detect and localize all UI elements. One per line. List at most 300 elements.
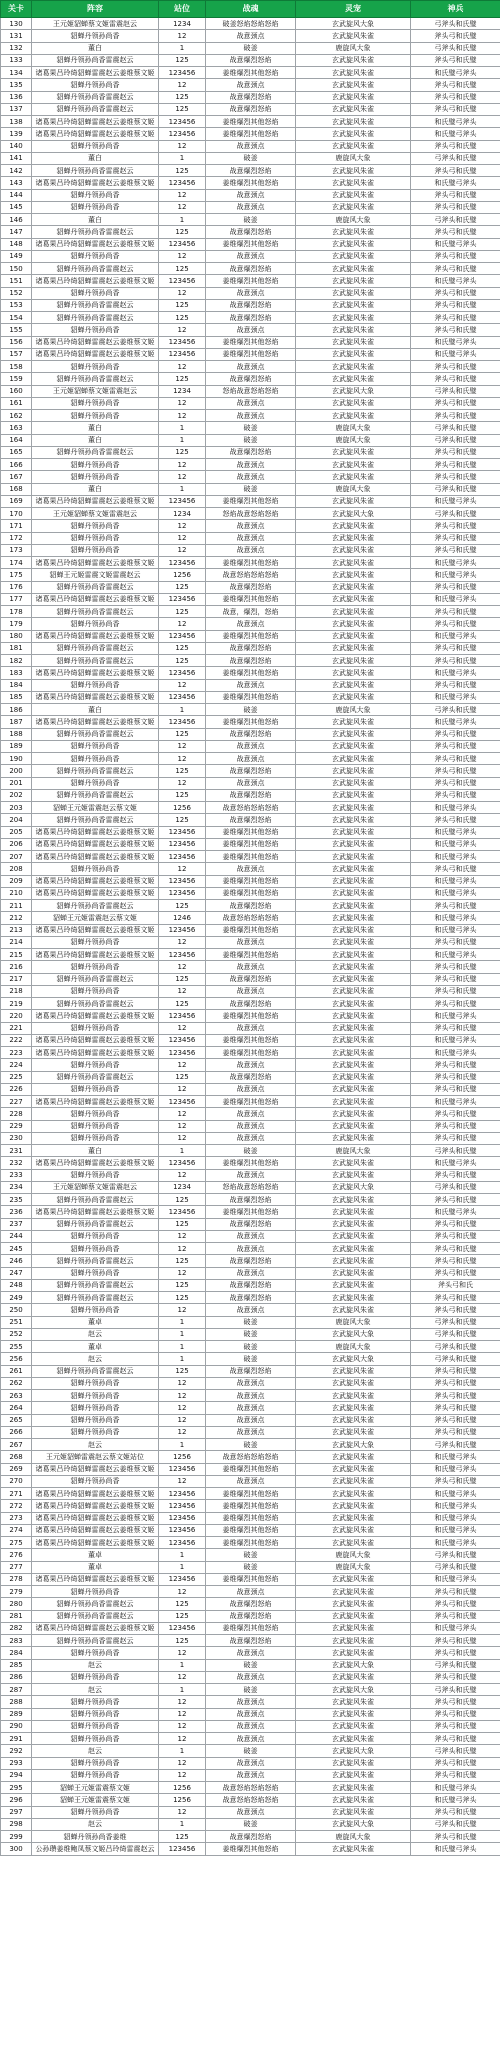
- cell-lineup: 貂蝉丹领孙尚香: [32, 287, 159, 299]
- cell-stage: 159: [1, 373, 32, 385]
- cell-war-soul: 战意颈点: [206, 189, 296, 201]
- table-row: [1, 1549, 500, 1561]
- cell-position: 1246: [159, 912, 206, 924]
- table-row: [1, 838, 500, 850]
- cell-war-soul: 战意颈点: [206, 1059, 296, 1071]
- cell-war-soul: 战意颈点: [206, 201, 296, 213]
- cell-position: 1234: [159, 508, 206, 520]
- cell-spirit-pet: 玄武旋风朱雀: [296, 802, 411, 814]
- cell-war-soul: 破釜: [206, 1684, 296, 1696]
- cell-spirit-pet: 玄武旋风大象: [296, 1818, 411, 1830]
- cell-divine-weapon: 斧头弓和氏璧: [411, 581, 500, 593]
- cell-divine-weapon: 和氏璧弓斧头: [411, 177, 500, 189]
- cell-spirit-pet: 玄武旋风朱雀: [296, 446, 411, 458]
- cell-spirit-pet: 玄武旋风大象: [296, 1659, 411, 1671]
- table-row: [1, 1267, 500, 1279]
- cell-position: 123456: [159, 1622, 206, 1634]
- cell-position: 123456: [159, 838, 206, 850]
- cell-divine-weapon: 弓斧头和氏璧: [411, 1439, 500, 1451]
- cell-position: 1: [159, 483, 206, 495]
- cell-position: 12: [159, 410, 206, 422]
- cell-position: 12: [159, 1720, 206, 1732]
- cell-divine-weapon: 和氏璧弓斧头: [411, 67, 500, 79]
- cell-stage: 130: [1, 18, 32, 30]
- cell-lineup: 貂蝉丹领孙尚香雷震赵云: [32, 1218, 159, 1230]
- cell-war-soul: 战意颈点: [206, 1402, 296, 1414]
- cell-lineup: 貂蝉丹领孙尚香: [32, 753, 159, 765]
- cell-divine-weapon: 斧头弓和氏璧: [411, 189, 500, 201]
- cell-spirit-pet: 玄武旋风朱雀: [296, 128, 411, 140]
- table-row: [1, 814, 500, 826]
- cell-spirit-pet: 玄武旋风朱雀: [296, 753, 411, 765]
- table-row: [1, 471, 500, 483]
- table-row: [1, 716, 500, 728]
- table-row: [1, 532, 500, 544]
- cell-spirit-pet: 玄武旋风朱雀: [296, 532, 411, 544]
- cell-divine-weapon: 斧头弓和氏璧: [411, 1108, 500, 1120]
- cell-spirit-pet: 玄武旋风朱雀: [296, 814, 411, 826]
- cell-spirit-pet: 玄武旋风朱雀: [296, 1757, 411, 1769]
- table-row: [1, 18, 500, 30]
- cell-position: 12: [159, 1267, 206, 1279]
- cell-lineup: 诸葛果吕玲绮貂蝉雷震赵云姜维蔡文姬: [32, 128, 159, 140]
- cell-position: 125: [159, 1635, 206, 1647]
- cell-divine-weapon: 和氏璧弓斧头: [411, 1047, 500, 1059]
- cell-lineup: 貂蝉丹领孙尚香雷震赵云: [32, 581, 159, 593]
- cell-position: 125: [159, 581, 206, 593]
- cell-spirit-pet: 玄武旋风朱雀: [296, 998, 411, 1010]
- table-row: [1, 1610, 500, 1622]
- cell-stage: 250: [1, 1304, 32, 1316]
- cell-stage: 135: [1, 79, 32, 91]
- cell-position: 12: [159, 520, 206, 532]
- cell-spirit-pet: 玄武旋风朱雀: [296, 642, 411, 654]
- cell-lineup: 貂蝉丹领孙尚香雷震赵云: [32, 91, 159, 103]
- cell-divine-weapon: 斧头弓和氏璧: [411, 740, 500, 752]
- cell-lineup: 董卓: [32, 1549, 159, 1561]
- cell-divine-weapon: 斧头弓和氏璧: [411, 1377, 500, 1389]
- table-row: [1, 826, 500, 838]
- table-row: [1, 446, 500, 458]
- cell-divine-weapon: 斧头弓和氏璧: [411, 1635, 500, 1647]
- cell-war-soul: 战意爆烈怒焰: [206, 728, 296, 740]
- cell-position: 123456: [159, 336, 206, 348]
- cell-divine-weapon: 斧头弓和氏璧: [411, 1230, 500, 1242]
- cell-divine-weapon: 弓斧头和氏璧: [411, 385, 500, 397]
- table-row: [1, 116, 500, 128]
- cell-spirit-pet: 玄武旋风朱雀: [296, 373, 411, 385]
- cell-lineup: 诸葛果吕玲绮貂蝉雷震赵云姜维蔡文姬: [32, 716, 159, 728]
- cell-position: 12: [159, 324, 206, 336]
- cell-stage: 201: [1, 777, 32, 789]
- cell-war-soul: 破釜怒焰怒焰怒焰: [206, 18, 296, 30]
- cell-lineup: 王元姬貂蝉蔡文姬雷震赵云: [32, 18, 159, 30]
- cell-spirit-pet: 玄武旋风朱雀: [296, 1365, 411, 1377]
- cell-lineup: 董白: [32, 483, 159, 495]
- cell-stage: 249: [1, 1292, 32, 1304]
- table-row: [1, 1537, 500, 1549]
- cell-lineup: 王元姬貂蝉蔡文姬雷震赵云: [32, 385, 159, 397]
- cell-stage: 223: [1, 1047, 32, 1059]
- cell-spirit-pet: 玄武旋风朱雀: [296, 691, 411, 703]
- cell-stage: 264: [1, 1402, 32, 1414]
- cell-war-soul: 姜维爆烈其他怒焰: [206, 275, 296, 287]
- cell-stage: 234: [1, 1181, 32, 1193]
- cell-spirit-pet: 玄武旋风朱雀: [296, 1622, 411, 1634]
- table-row: [1, 679, 500, 691]
- cell-divine-weapon: 和氏璧弓斧头: [411, 1573, 500, 1585]
- table-row: [1, 1059, 500, 1071]
- cell-spirit-pet: 玄武旋风朱雀: [296, 1377, 411, 1389]
- cell-lineup: 貂蝉丹领孙尚香: [32, 1475, 159, 1487]
- cell-lineup: 诸葛果吕玲绮貂蝉雷震赵云姜维蔡文姬: [32, 851, 159, 863]
- cell-position: 12: [159, 1120, 206, 1132]
- cell-spirit-pet: 玄武旋风大象: [296, 1684, 411, 1696]
- cell-divine-weapon: 和氏璧弓斧头: [411, 716, 500, 728]
- cell-stage: 262: [1, 1377, 32, 1389]
- cell-stage: 231: [1, 1145, 32, 1157]
- cell-divine-weapon: 和氏璧弓斧头: [411, 1524, 500, 1536]
- cell-spirit-pet: 玄武旋风朱雀: [296, 1488, 411, 1500]
- cell-divine-weapon: 斧头弓和氏璧: [411, 753, 500, 765]
- cell-stage: 291: [1, 1733, 32, 1745]
- cell-lineup: 貂蝉丹领孙尚香雷震赵云: [32, 299, 159, 311]
- cell-divine-weapon: 和氏璧弓斧头: [411, 238, 500, 250]
- cell-position: 123456: [159, 348, 206, 360]
- cell-spirit-pet: 玄武旋风朱雀: [296, 226, 411, 238]
- table-row: [1, 299, 500, 311]
- table-row: [1, 1512, 500, 1524]
- cell-spirit-pet: 玄武旋风朱雀: [296, 1512, 411, 1524]
- cell-lineup: 貂蝉丹领孙尚香: [32, 544, 159, 556]
- cell-lineup: 董白: [32, 152, 159, 164]
- cell-spirit-pet: 玄武旋风朱雀: [296, 630, 411, 642]
- cell-war-soul: 姜维爆烈其他怒焰: [206, 630, 296, 642]
- cell-divine-weapon: 斧头弓和氏璧: [411, 1390, 500, 1402]
- table-row: [1, 973, 500, 985]
- cell-divine-weapon: 和氏璧弓斧头: [411, 348, 500, 360]
- cell-divine-weapon: 斧头弓和氏璧: [411, 287, 500, 299]
- cell-position: 12: [159, 1475, 206, 1487]
- header-lineup: 阵容: [32, 1, 159, 18]
- cell-divine-weapon: 斧头弓和氏璧: [411, 79, 500, 91]
- cell-divine-weapon: 和氏璧弓斧头: [411, 1782, 500, 1794]
- cell-war-soul: 战意颈点: [206, 1769, 296, 1781]
- cell-war-soul: 战意颈点: [206, 459, 296, 471]
- cell-lineup: 貂蝉丹领孙尚香: [32, 189, 159, 201]
- cell-lineup: 诸葛果吕玲绮貂蝉雷震赵云姜维蔡文姬: [32, 495, 159, 507]
- cell-position: 1: [159, 704, 206, 716]
- cell-lineup: 貂蝉丹领孙尚香: [32, 1402, 159, 1414]
- cell-divine-weapon: 斧头弓和氏璧: [411, 642, 500, 654]
- cell-war-soul: 破釜: [206, 1439, 296, 1451]
- cell-stage: 297: [1, 1806, 32, 1818]
- table-row: [1, 949, 500, 961]
- cell-war-soul: 战意颈点: [206, 1243, 296, 1255]
- cell-lineup: 貂蝉丹领孙尚香: [32, 679, 159, 691]
- cell-stage: 178: [1, 606, 32, 618]
- cell-divine-weapon: 斧头弓和氏璧: [411, 789, 500, 801]
- cell-war-soul: 战意颈点: [206, 1267, 296, 1279]
- cell-spirit-pet: 玄武旋风朱雀: [296, 593, 411, 605]
- table-row: [1, 1622, 500, 1634]
- table-row: [1, 312, 500, 324]
- cell-spirit-pet: 玄武旋风朱雀: [296, 667, 411, 679]
- cell-position: 125: [159, 446, 206, 458]
- cell-spirit-pet: 玄武旋风朱雀: [296, 1243, 411, 1255]
- cell-divine-weapon: 和氏璧弓斧头: [411, 128, 500, 140]
- table-row: [1, 508, 500, 520]
- table-row: [1, 912, 500, 924]
- cell-position: 123456: [159, 238, 206, 250]
- cell-position: 12: [159, 140, 206, 152]
- cell-war-soul: 破釜: [206, 1818, 296, 1830]
- cell-lineup: 貂蝉丹领孙尚香雷震赵云: [32, 373, 159, 385]
- cell-divine-weapon: 斧头弓和氏璧: [411, 459, 500, 471]
- cell-war-soul: 破釜: [206, 1341, 296, 1353]
- cell-lineup: 诸葛果吕玲绮貂蝉雷震赵云姜维蔡文姬: [32, 67, 159, 79]
- table-row: [1, 1157, 500, 1169]
- cell-stage: 200: [1, 765, 32, 777]
- cell-lineup: 诸葛果吕玲绮貂蝉雷震赵云姜维蔡文姬: [32, 1157, 159, 1169]
- cell-position: 1: [159, 152, 206, 164]
- cell-lineup: 貂蝉丹领孙尚香: [32, 1230, 159, 1242]
- cell-stage: 183: [1, 667, 32, 679]
- table-row: [1, 1034, 500, 1046]
- cell-war-soul: 战意颈点: [206, 1132, 296, 1144]
- cell-divine-weapon: 斧头弓和氏璧: [411, 1757, 500, 1769]
- cell-position: 123456: [159, 1206, 206, 1218]
- cell-war-soul: 战意颈点: [206, 961, 296, 973]
- cell-lineup: 诸葛果吕玲绮貂蝉雷震赵云姜维蔡文姬: [32, 1010, 159, 1022]
- cell-spirit-pet: 玄武旋风朱雀: [296, 826, 411, 838]
- cell-position: 1256: [159, 569, 206, 581]
- cell-divine-weapon: 弓斧头和氏璧: [411, 1549, 500, 1561]
- cell-war-soul: 姜维爆烈其他怒焰: [206, 875, 296, 887]
- cell-stage: 255: [1, 1341, 32, 1353]
- cell-divine-weapon: 和氏璧弓斧头: [411, 838, 500, 850]
- cell-position: 12: [159, 30, 206, 42]
- cell-stage: 133: [1, 54, 32, 66]
- cell-war-soul: 姜维爆烈其他怒焰: [206, 716, 296, 728]
- cell-spirit-pet: 玄武旋风朱雀: [296, 1034, 411, 1046]
- table-row: [1, 802, 500, 814]
- cell-stage: 173: [1, 544, 32, 556]
- cell-divine-weapon: 和氏璧弓斧头: [411, 1463, 500, 1475]
- cell-stage: 151: [1, 275, 32, 287]
- cell-position: 125: [159, 814, 206, 826]
- table-row: [1, 1230, 500, 1242]
- cell-position: 123456: [159, 667, 206, 679]
- cell-position: 125: [159, 226, 206, 238]
- cell-position: 125: [159, 728, 206, 740]
- cell-stage: 299: [1, 1831, 32, 1843]
- cell-spirit-pet: 玄武旋风朱雀: [296, 312, 411, 324]
- cell-spirit-pet: 玄武旋风朱雀: [296, 1096, 411, 1108]
- cell-spirit-pet: 玄武旋风朱雀: [296, 1843, 411, 1855]
- cell-war-soul: 战意颈点: [206, 532, 296, 544]
- cell-position: 123456: [159, 887, 206, 899]
- cell-stage: 237: [1, 1218, 32, 1230]
- cell-stage: 236: [1, 1206, 32, 1218]
- table-row: [1, 128, 500, 140]
- cell-divine-weapon: 和氏璧弓斧头: [411, 875, 500, 887]
- cell-spirit-pet: 玄武旋风朱雀: [296, 1794, 411, 1806]
- cell-stage: 228: [1, 1108, 32, 1120]
- cell-divine-weapon: 斧头弓和氏璧: [411, 728, 500, 740]
- cell-stage: 267: [1, 1439, 32, 1451]
- cell-position: 125: [159, 642, 206, 654]
- cell-stage: 210: [1, 887, 32, 899]
- cell-position: 12: [159, 1586, 206, 1598]
- cell-divine-weapon: 弓斧头和氏璧: [411, 1328, 500, 1340]
- cell-position: 1256: [159, 1794, 206, 1806]
- cell-lineup: 貂蝉丹领孙尚香: [32, 863, 159, 875]
- cell-position: 123456: [159, 949, 206, 961]
- cell-lineup: 貂蝉丹领孙尚香: [32, 1390, 159, 1402]
- cell-spirit-pet: 玄武旋风朱雀: [296, 287, 411, 299]
- cell-position: 123456: [159, 128, 206, 140]
- cell-lineup: 诸葛果吕玲绮貂蝉雷震赵云姜维蔡文姬: [32, 1034, 159, 1046]
- table-row: [1, 1169, 500, 1181]
- table-row: [1, 30, 500, 42]
- cell-divine-weapon: 弓斧头和氏璧: [411, 18, 500, 30]
- table-row: [1, 753, 500, 765]
- cell-divine-weapon: 斧头弓和氏璧: [411, 1610, 500, 1622]
- table-row: [1, 1463, 500, 1475]
- cell-stage: 224: [1, 1059, 32, 1071]
- cell-spirit-pet: 玄武旋风朱雀: [296, 1733, 411, 1745]
- cell-spirit-pet: 玄武旋风朱雀: [296, 1586, 411, 1598]
- cell-stage: 300: [1, 1843, 32, 1855]
- cell-position: 1: [159, 1818, 206, 1830]
- table-row: [1, 165, 500, 177]
- cell-spirit-pet: 鹿旋风大象: [296, 214, 411, 226]
- cell-spirit-pet: 玄武旋风朱雀: [296, 1635, 411, 1647]
- cell-stage: 207: [1, 851, 32, 863]
- cell-stage: 212: [1, 912, 32, 924]
- cell-spirit-pet: 玄武旋风朱雀: [296, 618, 411, 630]
- header-spirit-pet: 灵宠: [296, 1, 411, 18]
- cell-position: 125: [159, 54, 206, 66]
- cell-war-soul: 战意爆烈怒焰: [206, 789, 296, 801]
- cell-lineup: 貂蝉丹领孙尚香: [32, 1108, 159, 1120]
- cell-spirit-pet: 玄武旋风朱雀: [296, 1696, 411, 1708]
- cell-war-soul: 姜维爆烈其他怒焰: [206, 667, 296, 679]
- cell-spirit-pet: 玄武旋风朱雀: [296, 201, 411, 213]
- cell-stage: 181: [1, 642, 32, 654]
- cell-stage: 244: [1, 1230, 32, 1242]
- cell-war-soul: 战意爆烈怒焰: [206, 1255, 296, 1267]
- cell-stage: 143: [1, 177, 32, 189]
- cell-stage: 232: [1, 1157, 32, 1169]
- table-row: [1, 1120, 500, 1132]
- table-row: [1, 985, 500, 997]
- cell-stage: 295: [1, 1782, 32, 1794]
- cell-war-soul: 姜维爆烈其他怒焰: [206, 838, 296, 850]
- cell-stage: 230: [1, 1132, 32, 1144]
- cell-spirit-pet: 玄武旋风朱雀: [296, 1573, 411, 1585]
- cell-stage: 278: [1, 1573, 32, 1585]
- cell-lineup: 诸葛果吕玲绮貂蝉雷震赵云姜维蔡文姬: [32, 336, 159, 348]
- table-row: [1, 1745, 500, 1757]
- cell-war-soul: 战意爆烈怒焰: [206, 900, 296, 912]
- cell-war-soul: 战意颈点: [206, 936, 296, 948]
- cell-war-soul: 战意颈点: [206, 1708, 296, 1720]
- cell-divine-weapon: 和氏璧弓斧头: [411, 1096, 500, 1108]
- cell-position: 12: [159, 1402, 206, 1414]
- table-row: [1, 642, 500, 654]
- cell-spirit-pet: 玄武旋风朱雀: [296, 728, 411, 740]
- cell-divine-weapon: 斧头弓和氏璧: [411, 263, 500, 275]
- table-row: [1, 1524, 500, 1536]
- cell-stage: 275: [1, 1537, 32, 1549]
- cell-spirit-pet: 玄武旋风朱雀: [296, 336, 411, 348]
- cell-position: 125: [159, 165, 206, 177]
- cell-war-soul: 姜维爆烈其他怒焰: [206, 238, 296, 250]
- table-row: [1, 618, 500, 630]
- cell-lineup: 貂蝉丹领孙尚香: [32, 250, 159, 262]
- cell-lineup: 诸葛果吕玲绮貂蝉雷震赵云姜维蔡文姬: [32, 1206, 159, 1218]
- cell-lineup: 貂蝉王元姬雷震赵云蔡文姬: [32, 912, 159, 924]
- cell-position: 12: [159, 532, 206, 544]
- cell-divine-weapon: 弓斧头和氏璧: [411, 1659, 500, 1671]
- cell-divine-weapon: 斧头弓和氏璧: [411, 1267, 500, 1279]
- table-row: [1, 1500, 500, 1512]
- cell-stage: 186: [1, 704, 32, 716]
- cell-stage: 168: [1, 483, 32, 495]
- cell-position: 1: [159, 1316, 206, 1328]
- cell-stage: 171: [1, 520, 32, 532]
- cell-position: 123456: [159, 67, 206, 79]
- cell-spirit-pet: 玄武旋风朱雀: [296, 79, 411, 91]
- cell-divine-weapon: 弓斧头和氏璧: [411, 152, 500, 164]
- cell-divine-weapon: 和氏璧弓斧头: [411, 275, 500, 287]
- cell-position: 12: [159, 189, 206, 201]
- cell-lineup: 诸葛果吕玲绮貂蝉雷震赵云姜维蔡文姬: [32, 630, 159, 642]
- cell-war-soul: 战意颈点: [206, 140, 296, 152]
- cell-spirit-pet: 玄武旋风朱雀: [296, 985, 411, 997]
- cell-position: 12: [159, 201, 206, 213]
- cell-spirit-pet: 玄武旋风朱雀: [296, 495, 411, 507]
- cell-war-soul: 战意颈点: [206, 1120, 296, 1132]
- table-row: [1, 434, 500, 446]
- cell-stage: 146: [1, 214, 32, 226]
- cell-lineup: 赵云: [32, 1328, 159, 1340]
- cell-spirit-pet: 玄武旋风朱雀: [296, 140, 411, 152]
- table-row: [1, 324, 500, 336]
- cell-lineup: 赵云: [32, 1684, 159, 1696]
- table-row: [1, 1145, 500, 1157]
- cell-spirit-pet: 玄武旋风朱雀: [296, 765, 411, 777]
- table-row: [1, 581, 500, 593]
- cell-stage: 277: [1, 1561, 32, 1573]
- table-row: [1, 177, 500, 189]
- cell-divine-weapon: 弓斧头和氏璧: [411, 42, 500, 54]
- cell-lineup: 诸葛果吕玲绮貂蝉雷震赵云姜维蔡文姬: [32, 826, 159, 838]
- cell-divine-weapon: 斧头弓和氏璧: [411, 606, 500, 618]
- cell-war-soul: 战意颈点: [206, 287, 296, 299]
- cell-war-soul: 战意颈点: [206, 30, 296, 42]
- table-row: [1, 740, 500, 752]
- cell-lineup: 董卓: [32, 1561, 159, 1573]
- cell-lineup: 貂蝉丹领孙尚香雷震赵云: [32, 1194, 159, 1206]
- cell-position: 125: [159, 263, 206, 275]
- cell-divine-weapon: 和氏璧弓斧头: [411, 1488, 500, 1500]
- cell-war-soul: 战意颈点: [206, 740, 296, 752]
- cell-position: 1: [159, 1745, 206, 1757]
- cell-war-soul: 战意颈点: [206, 1108, 296, 1120]
